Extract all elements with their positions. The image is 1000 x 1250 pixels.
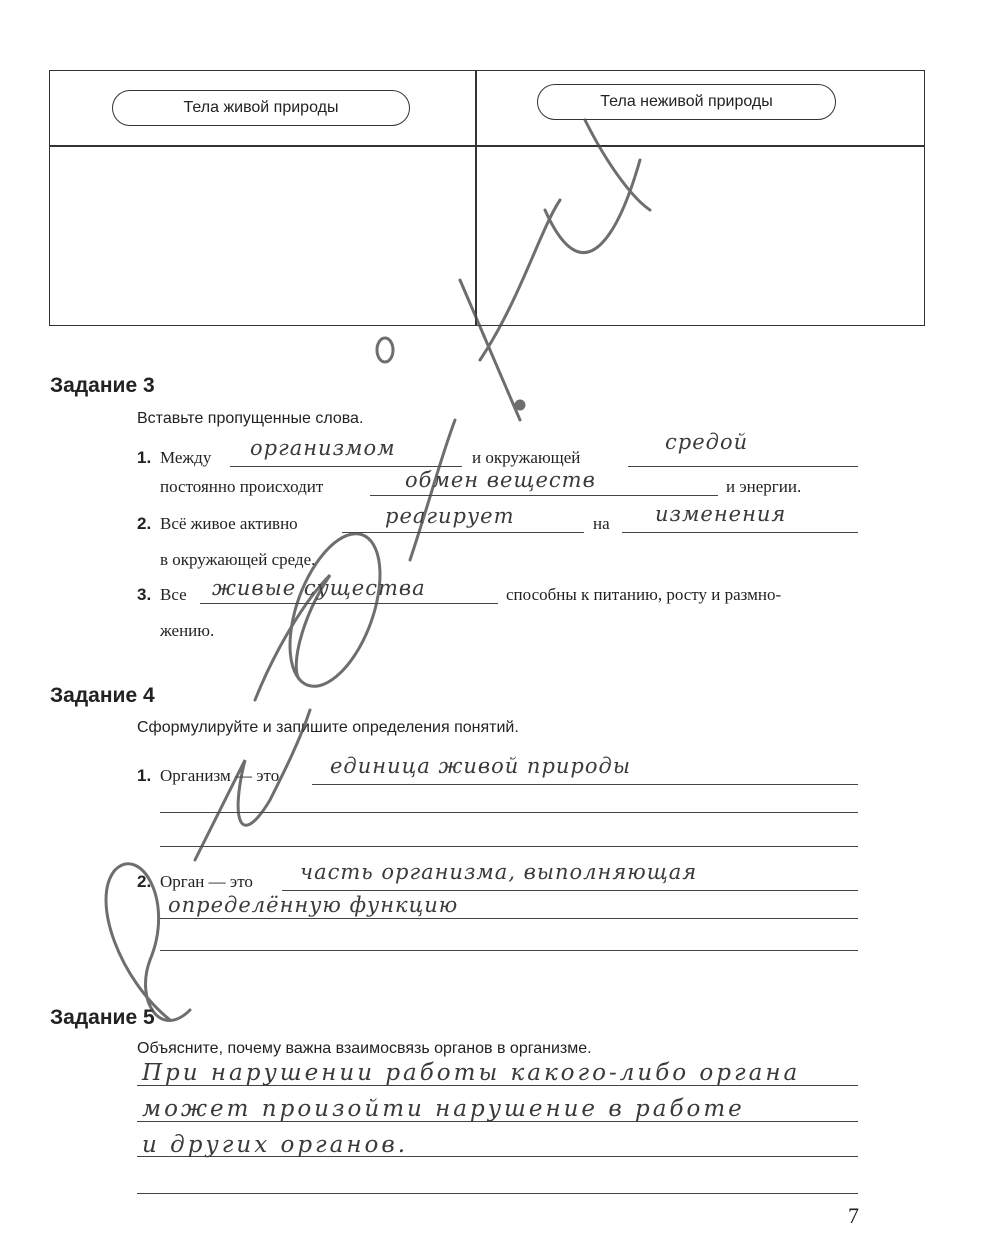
text: Всё живое активно	[160, 514, 298, 533]
table-header-divider	[49, 145, 925, 147]
answer: организмом	[250, 436, 396, 460]
page-number: 7	[848, 1203, 859, 1228]
answer-line	[622, 532, 858, 533]
answer-line	[200, 603, 498, 604]
answer-line	[282, 890, 858, 891]
answer-line	[160, 918, 858, 919]
task4-title: Задание 4	[50, 684, 155, 707]
answer: средой	[665, 430, 749, 454]
item-number: 1.	[137, 448, 152, 467]
answer-line	[230, 466, 462, 467]
answer: часть организма, выполняющая	[300, 860, 698, 884]
answer-line	[160, 846, 858, 847]
text: и окружающей	[472, 448, 581, 467]
living-bodies-header: Тела живой природы	[112, 90, 410, 126]
answer: и других органов.	[142, 1132, 409, 1158]
answer: определённую функцию	[168, 893, 459, 917]
text: Организм — это	[160, 766, 280, 785]
text: способны к питанию, росту и размно-	[506, 585, 782, 604]
task5-instruction: Объясните, почему важна взаимосвязь органов в организме.	[137, 1040, 592, 1057]
text: в окружающей среде.	[160, 550, 316, 569]
text: Орган — это	[160, 872, 253, 891]
item-number: 2.	[137, 514, 152, 533]
answer-line	[312, 784, 858, 785]
item-number: 1.	[137, 766, 152, 785]
text: на	[593, 514, 610, 533]
answer: реагирует	[385, 504, 515, 528]
task3-title: Задание 3	[50, 374, 155, 397]
answer: изменения	[655, 502, 787, 526]
item-number: 2.	[137, 872, 152, 891]
text: Все	[160, 585, 187, 604]
task3-instruction: Вставьте пропущенные слова.	[137, 410, 364, 427]
nonliving-bodies-header: Тела неживой природы	[537, 84, 836, 120]
answer: При нарушении работы какого-либо органа	[142, 1060, 801, 1086]
text: Между	[160, 448, 212, 467]
answer: живые существа	[212, 576, 426, 600]
answer-line	[160, 812, 858, 813]
table-divider	[475, 70, 477, 326]
answer-line	[628, 466, 858, 467]
answer-line	[160, 950, 858, 951]
item-number: 3.	[137, 585, 152, 604]
answer: может произойти нарушение в работе	[142, 1096, 745, 1122]
text: и энергии.	[726, 477, 802, 496]
answer: единица живой природы	[330, 754, 631, 778]
answer-line	[370, 495, 718, 496]
task5-title: Задание 5	[50, 1006, 155, 1029]
text: постоянно происходит	[160, 477, 324, 496]
answer: обмен веществ	[405, 468, 596, 492]
text: жению.	[160, 621, 215, 640]
answer-line	[342, 532, 584, 533]
task4-instruction: Сформулируйте и запишите определения понятий.	[137, 719, 519, 736]
answer-line	[137, 1193, 858, 1194]
